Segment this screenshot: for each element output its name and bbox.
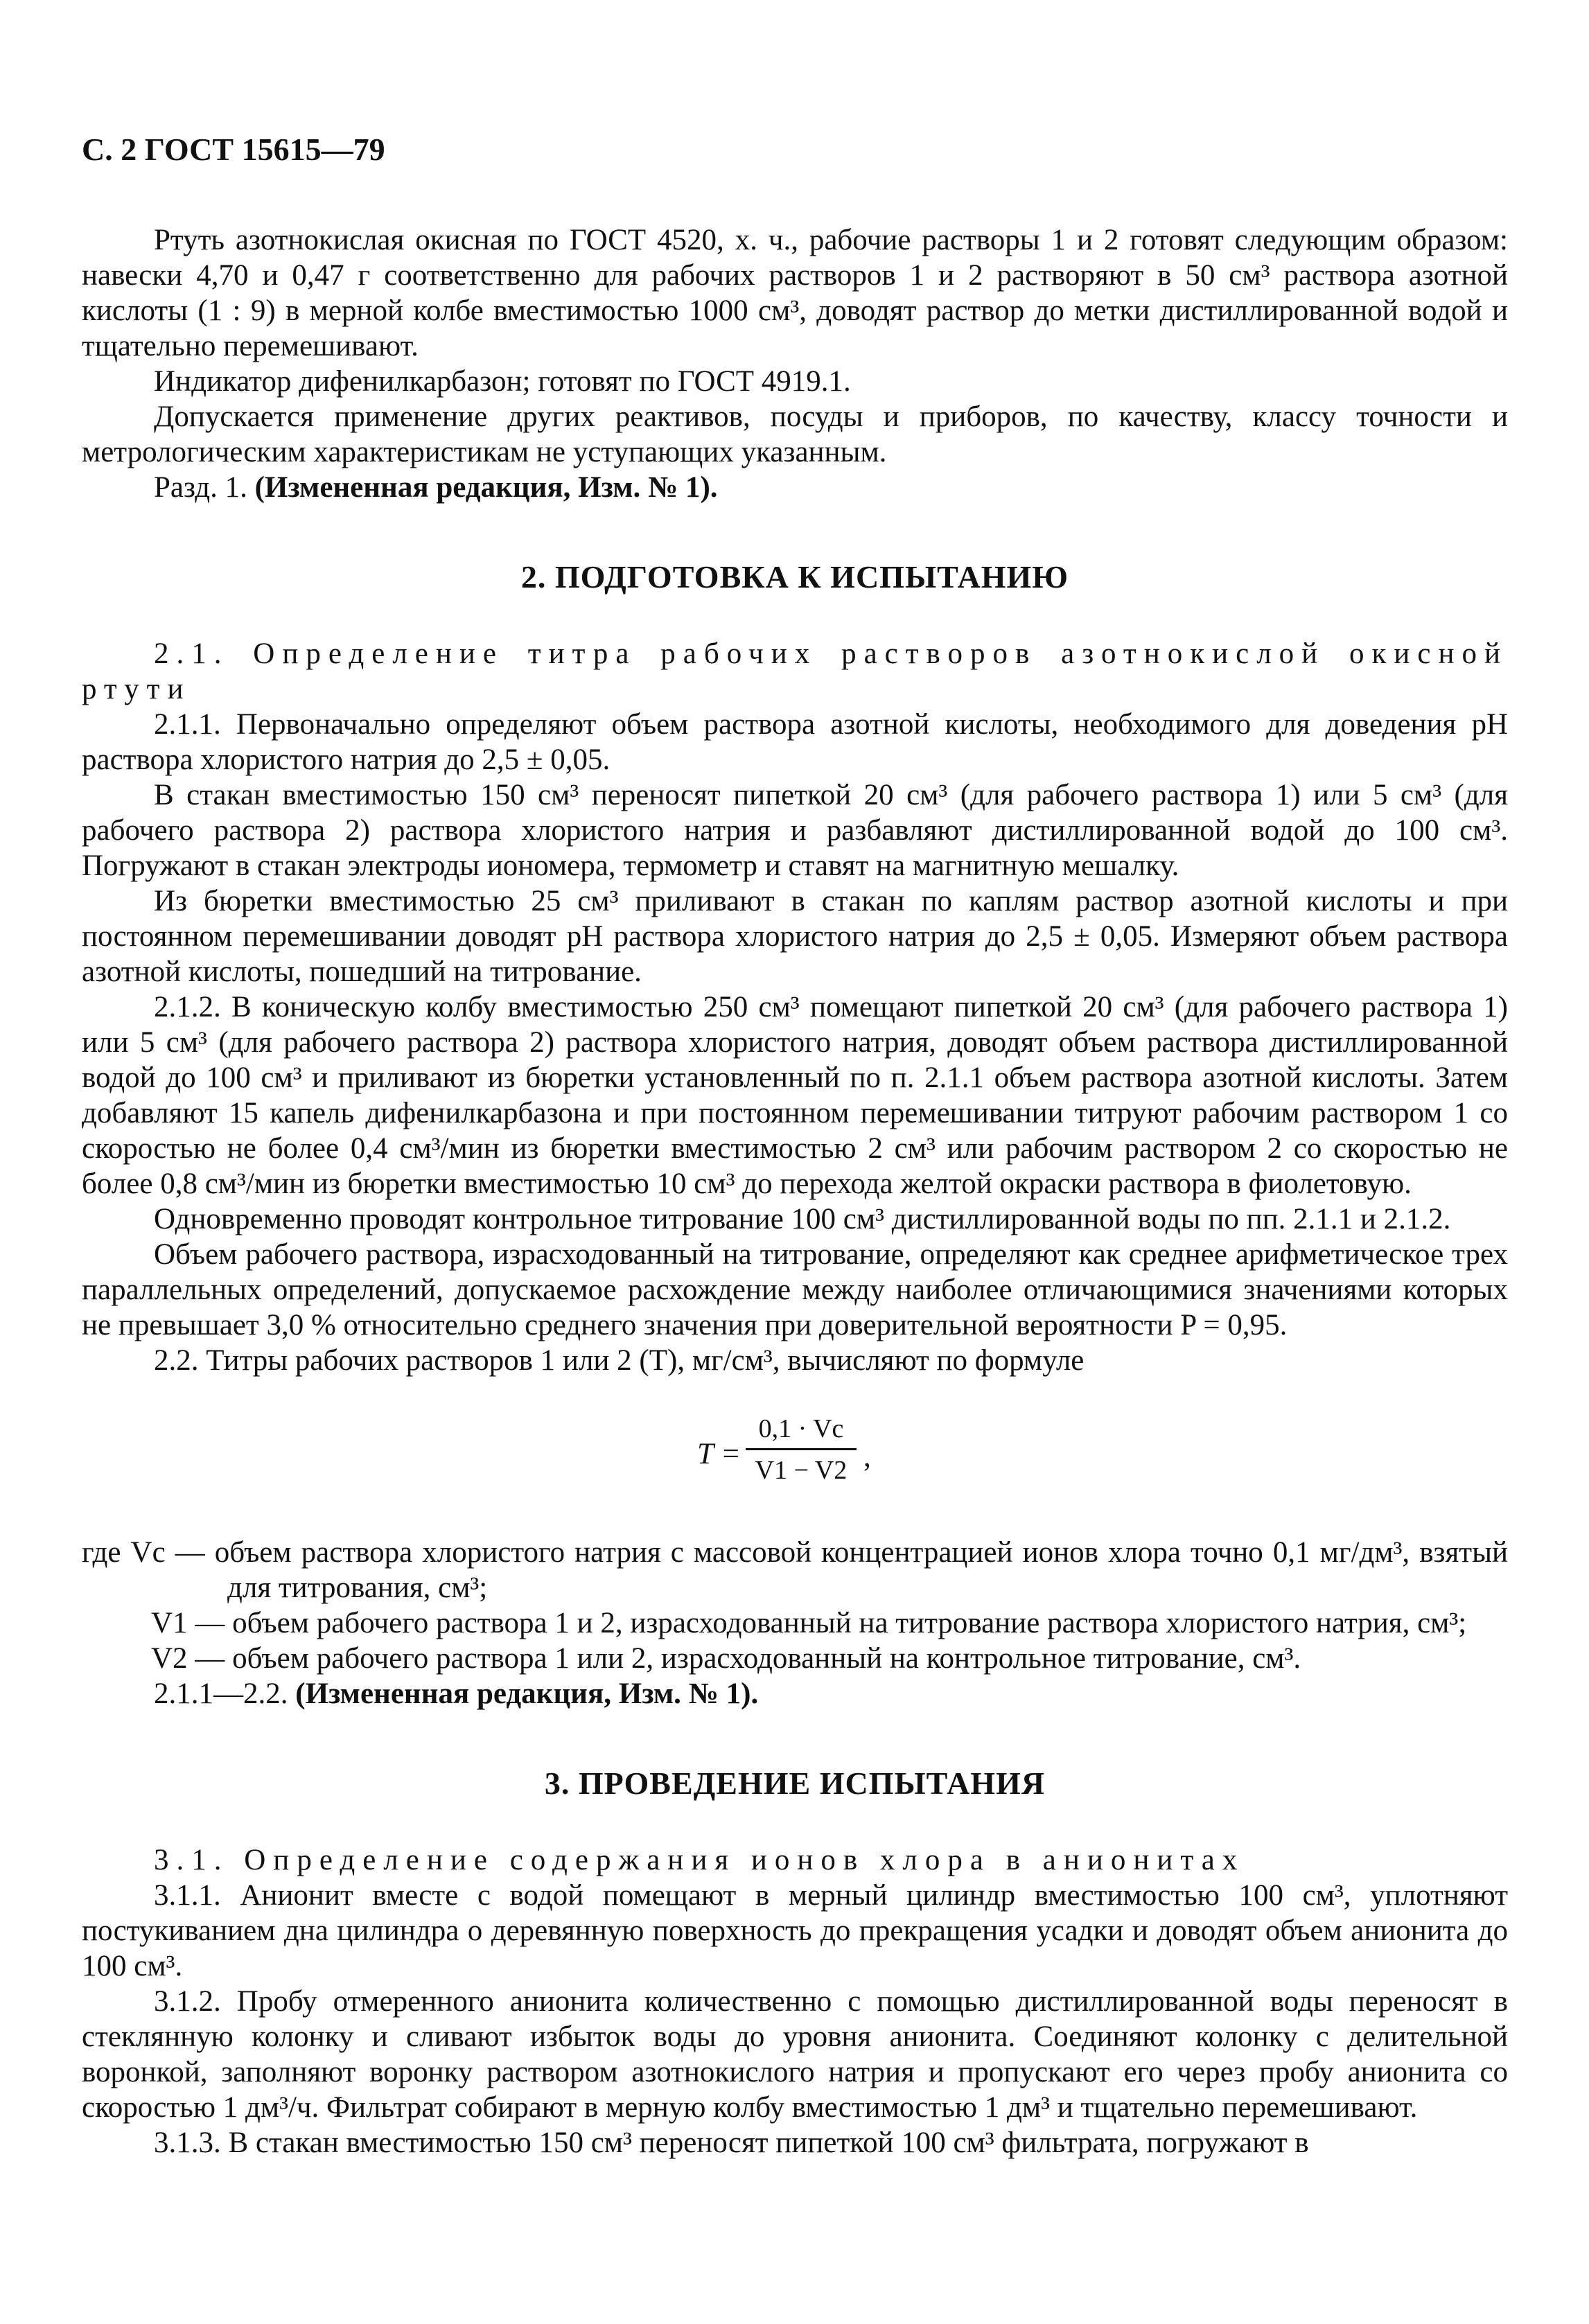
subsection-3-1-heading: 3.1. Определение содержания ионов хлора в анионитах <box>154 1844 1245 1876</box>
clause-2-1-1-c: Из бюретки вместимостью 25 см³ приливают в стакан по каплям раствор азотной кислоты и при постоянном перемешивании доводят pH раствора хлористого натрия до 2,5 ± 0,05. Измеряют объем раствора азотной кислоты, пошедший на титрование. <box>82 885 1508 988</box>
formula-tail: , <box>863 1441 871 1473</box>
legend-v2-text: объем рабочего раствора 1 или 2, израсходованный на контрольное титрование, см³. <box>232 1642 1301 1675</box>
intro-paragraph-3: Допускается применение других реактивов, посуды и приборов, по качеству, классу точности и метрологическим характеристикам не уступающих указанным. <box>82 400 1508 468</box>
clause-3-1-3: 3.1.3. В стакан вместимостью 150 см³ переносят пипеткой 100 см³ фильтрата, погружают в <box>154 2127 1309 2159</box>
clause-3-1-1: 3.1.1. Анионит вместе с водой помещают в мерный цилиндр вместимостью 100 см³, уплотняют постукиванием дна цилиндра о деревянную поверхность до прекращения усадки и доводят объем анионита до 100 см³. <box>82 1879 1508 1982</box>
section-3-title: 3. ПРОВЕДЕНИЕ ИСПЫТАНИЯ <box>544 1766 1046 1801</box>
formula-numerator: 0,1 · Vc <box>746 1411 857 1450</box>
legend-v2-label: V2 — <box>151 1642 225 1675</box>
amendment-note: (Измененная редакция, Изм. № 1). <box>254 471 718 504</box>
section-2-title: 2. ПОДГОТОВКА К ИСПЫТАНИЮ <box>520 559 1069 595</box>
subsection-2-1-heading: 2.1. Определение титра рабочих растворов азотнокислой окисной ртути <box>82 637 1508 705</box>
formula-legend <box>82 1535 1508 1676</box>
clause-2-1-1-b: В стакан вместимостью 150 см³ переносят пипеткой 20 см³ (для рабочего раствора 1) или 5 см³ (для рабочего раствора 2) раствора хлористого натрия и разбавляют дистиллированной водой до 100 см³. Погружают в стакан электроды иономера, термометр и ставят на магнитную мешалку. <box>82 779 1508 882</box>
legend-v1-label: V1 — <box>151 1607 225 1639</box>
legend-v1-text: объем рабочего раствора 1 и 2, израсходованный на титрование раствора хлористого натрия, см³; <box>232 1607 1467 1639</box>
formula-lhs: T = <box>697 1438 741 1470</box>
legend-vc-text: объем раствора хлористого натрия с массовой концентрацией ионов хлора точно 0,1 мг/дм³, взятый для титрования, см³; <box>214 1536 1508 1604</box>
intro-amendment <box>82 470 1508 505</box>
formula-denominator: V1 − V2 <box>755 1456 848 1485</box>
legend-v2 <box>82 1641 1508 1676</box>
intro-paragraph-2: Индикатор дифенилкарбазон; готовят по ГОСТ 4919.1. <box>154 365 851 398</box>
clause-2-1-2-b: Одновременно проводят контрольное титрование 100 см³ дистиллированной воды по пп. 2.1.1 и 2.1.2. <box>154 1203 1451 1235</box>
page-header: С. 2 ГОСТ 15615—79 <box>82 132 385 167</box>
legend-vc-label: где Vc — <box>82 1536 205 1569</box>
legend-v1 <box>82 1605 1508 1641</box>
amendment-prefix: 2.1.1—2.2. <box>154 1678 288 1710</box>
clause-3-1-2: 3.1.2. Пробу отмеренного анионита количественно с помощью дистиллированной воды переносят в стеклянную колонку и сливают избыток воды до уровня анионита. Соединяют колонку с делительной воронкой, заполняют воронку раствором азотнокислого натрия и пропускают его через пробу анионита со скоростью 1 дм³/ч. Фильтрат собирают в мерную колбу вместимостью 1 дм³ и тщательно перемешивают. <box>82 1985 1508 2124</box>
document-page <box>82 132 1508 2160</box>
intro-paragraph-1: Ртуть азотнокислая окисная по ГОСТ 4520, х. ч., рабочие растворы 1 и 2 готовят следующим образом: навески 4,70 и 0,47 г соответственно для рабочих растворов 1 и 2 растворяют в 50 см³ раствора азотной кислоты (1 : 9) в мерной колбе вместимостью 1000 см³, доводят раствор до метки дистиллированной водой и тщательно перемешивают. <box>82 224 1508 362</box>
titer-formula <box>82 1403 1508 1507</box>
amendment-prefix: Разд. 1. <box>154 471 247 504</box>
clause-2-2: 2.2. Титры рабочих растворов 1 или 2 (T), мг/см³, вычисляют по формуле <box>154 1344 1085 1377</box>
section-2-amendment <box>82 1676 1508 1711</box>
formula-fraction <box>746 1411 857 1488</box>
amendment-note: (Измененная редакция, Изм. № 1). <box>295 1678 759 1710</box>
legend-vc <box>82 1535 1508 1605</box>
clause-2-1-1: 2.1.1. Первоначально определяют объем раствора азотной кислоты, необходимого для доведения pH раствора хлористого натрия до 2,5 ± 0,05. <box>82 708 1508 776</box>
clause-2-1-2-c: Объем рабочего раствора, израсходованный на титрование, определяют как среднее арифметическое трех параллельных определений, допускаемое расхождение между наиболее отличающимися значениями которых не превышает 3,0 % относительно среднего значения при доверительной вероятности P = 0,95. <box>82 1238 1508 1341</box>
clause-2-1-2: 2.1.2. В коническую колбу вместимостью 250 см³ помещают пипеткой 20 см³ (для рабочего раствора 1) или 5 см³ (для рабочего раствора 2) раствора хлористого натрия, доводят объем раствора дистиллированной водой до 100 см³ и приливают из бюретки установленный по п. 2.1.1 объем раствора азотной кислоты. Затем добавляют 15 капель дифенилкарбазона и при постоянном перемешивании титруют рабочим раствором 1 со скоростью не более 0,4 см³/мин из бюретки вместимостью 2 см³ или рабочим раствором 2 со скоростью не более 0,8 см³/мин из бюретки вместимостью 10 см³ до перехода желтой окраски раствора в фиолетовую. <box>82 991 1508 1200</box>
